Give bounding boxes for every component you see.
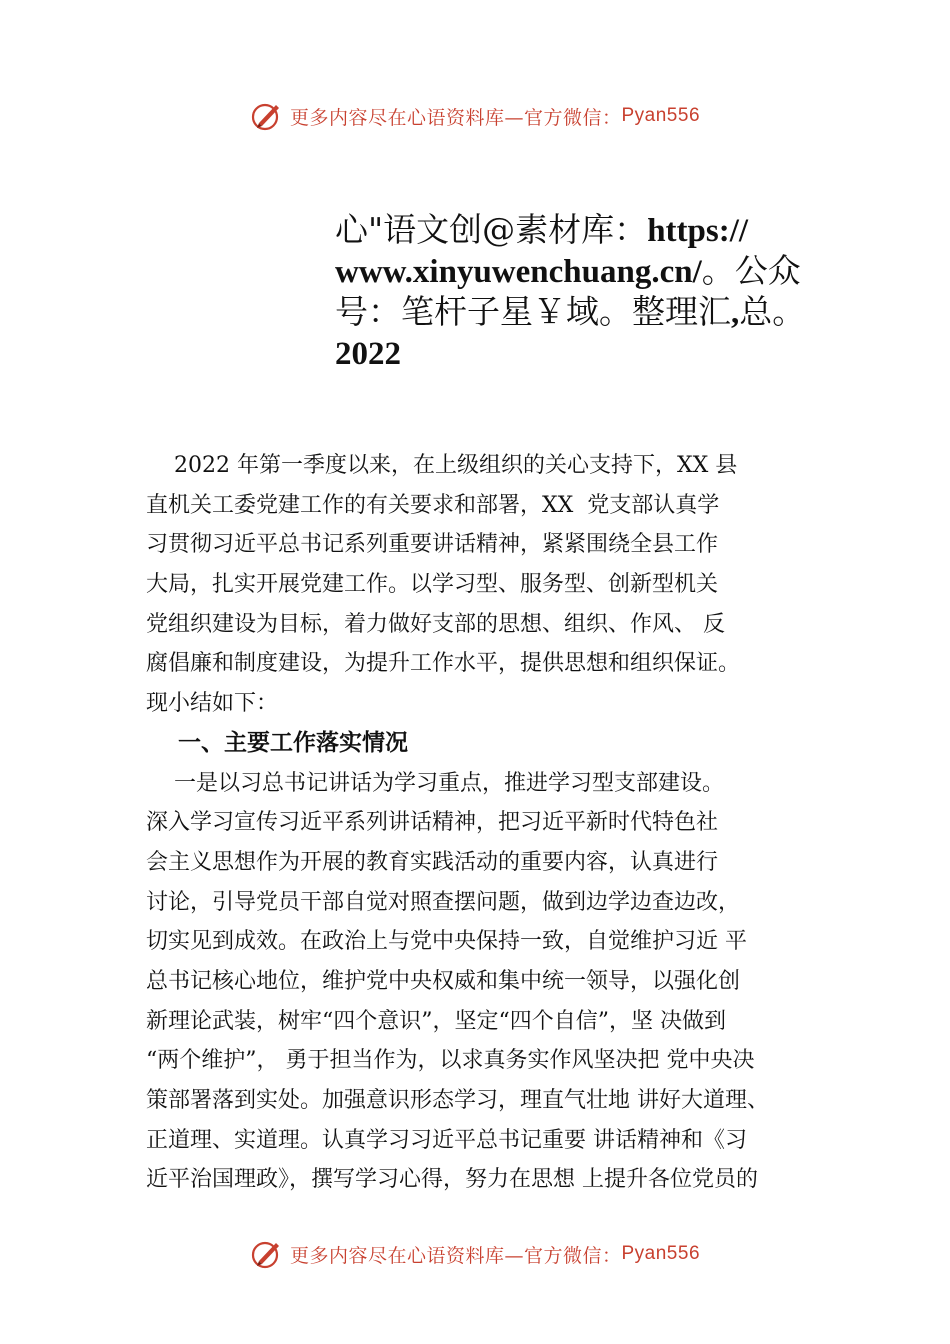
document-body <box>146 446 836 1200</box>
body-line: 2022 年第一季度以来，在上级组织的关心支持下，XX 县 <box>146 453 738 478</box>
document-title <box>335 210 855 374</box>
body-line: 一是以习总书记讲话为学习重点，推进学习型支部建设。 <box>146 770 724 796</box>
body-line: 正道理、实道理。认真学习习近平总书记重要 讲话精神和《习 <box>146 1127 747 1153</box>
title-year: 2022 <box>335 336 401 372</box>
body-line: 习贯彻习近平总书记系列重要讲话精神，紧紧围绕全县工作 <box>146 532 719 558</box>
body-line: 新理论武装，树牢“四个意识”，坚定“四个自信”，坚 决做到 <box>146 1008 726 1034</box>
pen-logo-icon <box>250 1237 284 1271</box>
title-url-2: www.xinyuwenchuang.cn/ <box>335 254 702 290</box>
title-part-4: , <box>731 295 740 331</box>
body-line: 大局，扎实开展党建工作。以学习型、服务型、创新型机关 <box>146 572 719 598</box>
title-part-3: 号：笔杆子星￥域。整理汇 <box>335 292 731 331</box>
body-line: 现小结如下： <box>146 691 279 717</box>
body-line: 近平治国理政》，撰写学习心得，努力在思想 上提升各位党员的 <box>146 1167 758 1193</box>
body-line: 策部署落到实处。加强意识形态学习，理直气壮地 讲好大道理、 <box>146 1088 769 1113</box>
title-url-1: https:// <box>647 213 749 249</box>
title-part-2: 。公众 <box>701 251 801 290</box>
banner-wechat-id: Pyan556 <box>621 1243 701 1264</box>
pen-logo-icon <box>250 99 284 133</box>
title-part-1: 心"语文创@素材库： <box>335 210 648 249</box>
body-line: 会主义思想作为开展的教育实践活动的重要内容，认真进行 <box>146 849 719 875</box>
header-watermark-banner <box>0 96 950 136</box>
banner-text: 更多内容尽在心语资料库—官方微信： <box>289 106 622 129</box>
body-line: “两个维护”， 勇于担当作为，以求真务实作风坚决把 党中央决 <box>146 1048 755 1074</box>
body-line: 切实见到成效。在政治上与党中央保持一致，自觉维护习近 平 <box>146 929 747 955</box>
body-line: 总书记核心地位，维护党中央权威和集中统一领导，以强化创 <box>146 968 741 994</box>
banner-text: 更多内容尽在心语资料库—官方微信： <box>289 1244 622 1267</box>
section-heading: 一、主要工作落实情况 <box>146 729 409 756</box>
body-line: 深入学习宣传习近平系列讲话精神，把习近平新时代特色社 <box>146 810 719 836</box>
footer-watermark-banner <box>0 1234 950 1274</box>
title-part-5: 总。 <box>739 292 806 331</box>
body-line: 党组织建设为目标，着力做好支部的思想、组织、作风、 反 <box>146 611 725 637</box>
body-line: 腐倡廉和制度建设，为提升工作水平，提供思想和组织保证。 <box>146 651 741 677</box>
body-line: 讨论，引导党员干部自觉对照查摆问题，做到边学边查边改， <box>146 889 741 915</box>
banner-wechat-id: Pyan556 <box>621 105 701 126</box>
body-line: 直机关工委党建工作的有关要求和部署，XX 党支部认真学 <box>146 492 720 518</box>
